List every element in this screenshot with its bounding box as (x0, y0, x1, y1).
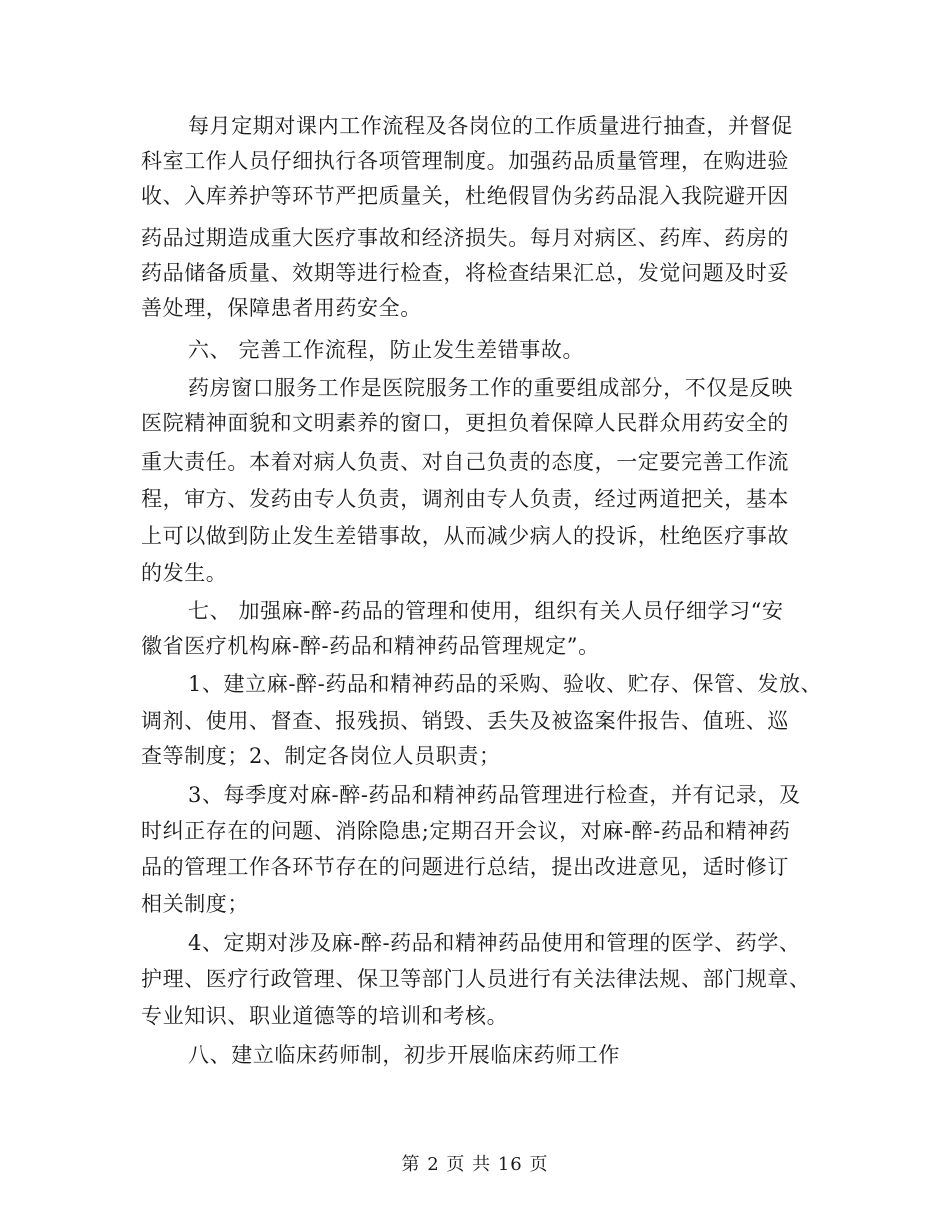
text-line: 调剂、使用、督查、报残损、销毁、丢失及被盗案件报告、值班、巡 (141, 709, 789, 733)
text-line: 上可以做到防止发生差错事故，从而减少病人的投诉，杜绝医疗事故 (141, 524, 789, 548)
text-line: 药品过期造成重大医疗事故和经济损失。每月对病区、药库、药房的 (141, 226, 789, 250)
text-line: 品的管理工作各环节存在的问题进行总结，提出改进意见，适时修订 (141, 855, 789, 879)
text-line: 药品储备质量、效期等进行检查，将检查结果汇总，发觉问题及时妥 (141, 261, 789, 285)
text-line: 药房窗口服务工作是医院服务工作的重要组成部分，不仅是反映 (188, 376, 793, 400)
text-line: 程，审方、发药由专人负责，调剂由专人负责，经过两道把关，基本 (141, 487, 789, 511)
text-line: 护理、医疗行政管理、保卫等部门人员进行有关法律法规、部门规章、 (141, 967, 811, 991)
text-line: 善处理，保障患者用药安全。 (141, 296, 422, 320)
section-heading: 六、 完善工作流程，防止发生差错事故。 (188, 338, 585, 362)
section-heading: 七、 加强麻-醉-药品的管理和使用，组织有关人员仔细学习“安 (188, 599, 784, 623)
text-line: 相关制度； (141, 892, 249, 916)
text-line: 3、每季度对麻-醉-药品和精神药品管理进行检查，并有记录，及 (188, 783, 801, 807)
text-line: 每月定期对课内工作流程及各岗位的工作质量进行抽查，并督促 (188, 114, 793, 138)
page-number-footer: 第 2 页 共 16 页 (401, 1154, 549, 1175)
text-line: 查等制度；2、制定各岗位人员职责； (141, 744, 501, 768)
text-line: 重大责任。本着对病人负责、对自己负责的态度，一定要完善工作流 (141, 450, 789, 474)
text-line: 收、入库养护等环节严把质量关，杜绝假冒伪劣药品混入我院避开因 (141, 184, 789, 208)
text-line: 徽省医疗机构麻-醉-药品和精神药品管理规定”。 (141, 634, 600, 658)
text-line: 时纠正存在的问题、消除隐患;定期召开会议，对麻-醉-药品和精神药 (141, 819, 791, 843)
text-line: 专业知识、职业道德等的培训和考核。 (141, 1004, 509, 1028)
text-line: 医院精神面貌和文明素养的窗口，更担负着保障人民群众用药安全的 (141, 411, 789, 435)
text-line: 的发生。 (141, 561, 228, 585)
text-line: 科室工作人员仔细执行各项管理制度。加强药品质量管理，在购进验 (141, 149, 789, 173)
text-line: 1、建立麻-醉-药品和精神药品的采购、验收、贮存、保管、发放、 (188, 672, 823, 696)
section-heading: 八、建立临床药师制，初步开展临床药师工作 (188, 1043, 620, 1067)
text-line: 4、定期对涉及麻-醉-药品和精神药品使用和管理的医学、药学、 (188, 931, 801, 955)
